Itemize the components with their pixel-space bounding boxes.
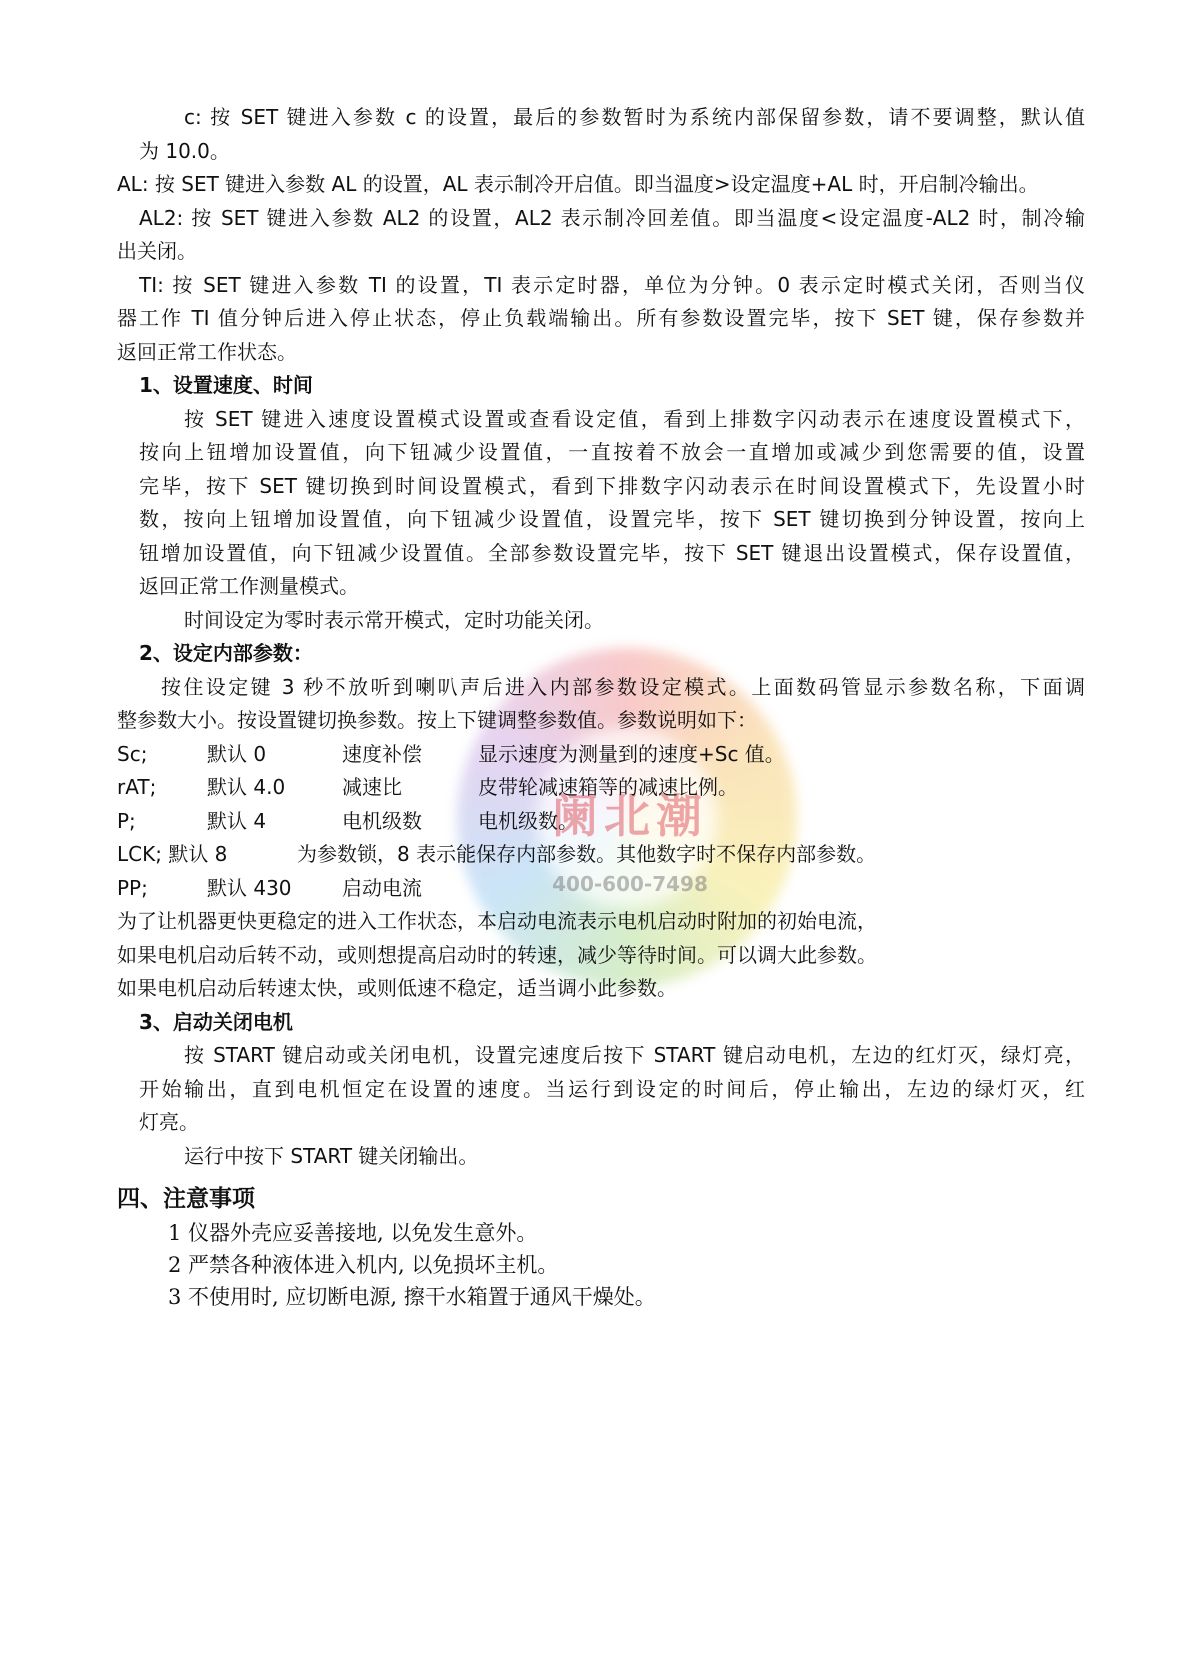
paragraph-line: c: 按 SET 键进入参数 c 的设置，最后的参数暂时为系统内部保留参数，请不要调整，默认值: [184, 105, 1085, 129]
paragraph-line: 出关闭。: [117, 239, 197, 263]
note-item: 3 不使用时, 应切断电源, 擦干水箱置于通风干燥处。: [168, 1285, 656, 1309]
paragraph-line: 按住设定键 3 秒不放听到喇叭声后进入内部参数设定模式。上面数码管显示参数名称，下面调: [161, 674, 1085, 699]
param-desc: 为参数锁，8 表示能保存内部参数。其他数字时不保存内部参数。: [297, 842, 877, 866]
watermark-phone: 400-600-7498: [552, 872, 708, 896]
param-row-p: [0, 805, 1200, 839]
paragraph-line: AL: 按 SET 键进入参数 AL 的设置，AL 表示制冷开启值。即当温度>设定温度+AL 时，开启制冷输出。: [117, 172, 1039, 196]
param-name: 速度补偿: [342, 741, 422, 766]
paragraph-line: 按向上钮增加设置值，向下钮减少设置值，一直按着不放会一直增加或减少到您需要的值，设置: [139, 440, 1085, 464]
paragraph-line: 如果电机启动后转不动，或则想提高启动时的转速，减少等待时间。可以调大此参数。: [117, 942, 877, 967]
paragraph-line: 时间设定为零时表示常开模式，定时功能关闭。: [184, 607, 604, 632]
param-name: 启动电流: [342, 875, 422, 900]
paragraph-line: 按 START 键启动或关闭电机，设置完速度后按下 START 键启动电机，左边的红灯灭，绿灯亮，: [184, 1043, 1085, 1067]
paragraph-line: 按 SET 键进入速度设置模式设置或查看设定值，看到上排数字闪动表示在速度设置模式下，: [184, 406, 1085, 431]
paragraph-line: 返回正常工作状态。: [117, 339, 297, 364]
paragraph-line: 器工作 TI 值分钟后进入停止状态，停止负载端输出。所有参数设置完毕，按下 SET 键，保存参数并: [117, 306, 1085, 330]
section-heading-start-stop: 3、启动关闭电机: [139, 1009, 293, 1034]
section-heading-speed-time: 1、设置速度、时间: [139, 373, 313, 397]
paragraph-line: 整参数大小。按设置键切换参数。按上下键调整参数值。参数说明如下：: [117, 708, 757, 732]
param-default: 默认 4.0: [207, 775, 286, 799]
param-code-default: LCK; 默认 8: [117, 842, 228, 866]
param-desc: 皮带轮减速箱等的减速比例。: [478, 775, 738, 799]
watermark-brand: 阑北潮: [552, 789, 708, 843]
paragraph-line: 数，按向上钮增加设置值，向下钮减少设置值，设置完毕，按下 SET 键切换到分钟设置，按向上: [139, 507, 1085, 531]
param-code: rAT;: [117, 775, 157, 799]
paragraph-line: 如果电机启动后转速太快，或则低速不稳定，适当调小此参数。: [117, 976, 677, 1000]
paragraph-line: 钮增加设置值，向下钮减少设置值。全部参数设置完毕，按下 SET 键退出设置模式，保存设置值，: [139, 540, 1085, 565]
param-code: P;: [117, 808, 136, 833]
paragraph-line: 开始输出，直到电机恒定在设置的速度。当运行到设定的时间后，停止输出，左边的绿灯灭，红: [139, 1076, 1085, 1101]
paragraph-line: TI: 按 SET 键进入参数 TI 的设置，TI 表示定时器，单位为分钟。0 表示定时模式关闭，否则当仪: [139, 272, 1085, 297]
paragraph-line: 为 10.0。: [139, 138, 230, 163]
paragraph-line: AL2: 按 SET 键进入参数 AL2 的设置，AL2 表示制冷回差值。即当温度<设定温度-AL2 时，制冷输: [139, 205, 1085, 230]
document-body: [0, 101, 1200, 1173]
paragraph-line: 完毕，按下 SET 键切换到时间设置模式，看到下排数字闪动表示在时间设置模式下，先设置小时: [139, 473, 1085, 498]
param-row-sc: [0, 738, 1200, 772]
param-default: 默认 430: [207, 875, 292, 900]
param-row-pp: [0, 872, 1200, 906]
note-item: 2 严禁各种液体进入机内, 以免损坏主机。: [168, 1253, 559, 1277]
param-row-lck: [0, 838, 1200, 872]
paragraph-line: 为了让机器更快更稳定的进入工作状态，本启动电流表示电机启动时附加的初始电流，: [117, 909, 877, 933]
paragraph-line: 灯亮。: [139, 1110, 199, 1134]
section-heading-internal-params: 2、设定内部参数：: [139, 641, 313, 665]
param-code: PP;: [117, 875, 148, 900]
param-name: 减速比: [342, 775, 402, 799]
param-desc: 电机级数。: [478, 808, 578, 833]
note-item: 1 仪器外壳应妥善接地, 以免发生意外。: [168, 1221, 538, 1245]
param-code: Sc;: [117, 741, 148, 766]
param-default: 默认 4: [207, 808, 267, 833]
param-desc: 显示速度为测量到的速度+Sc 值。: [478, 741, 785, 766]
param-default: 默认 0: [207, 741, 267, 766]
paragraph-line: 运行中按下 START 键关闭输出。: [184, 1143, 479, 1168]
param-name: 电机级数: [342, 808, 422, 833]
notes-heading: 四、注意事项: [117, 1185, 255, 1212]
paragraph-line: 返回正常工作测量模式。: [139, 574, 359, 598]
param-row-rat: [0, 771, 1200, 805]
